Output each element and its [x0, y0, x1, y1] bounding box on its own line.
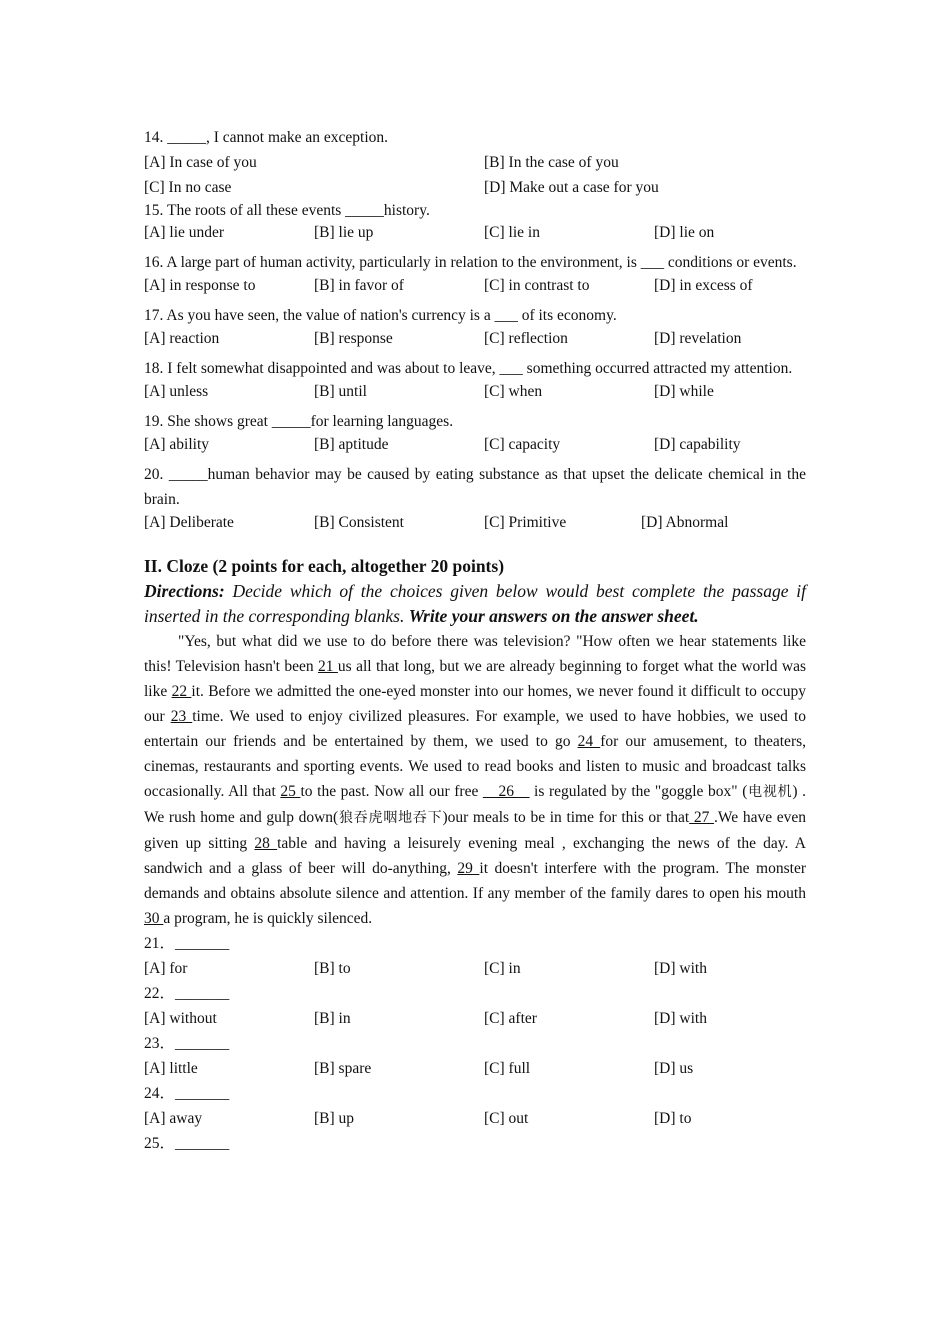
option-b: [B] Consistent — [314, 514, 404, 531]
passage-text: us all that long, but we are already beginning to forget what the world was like — [144, 658, 806, 700]
option-b: [B] until — [314, 383, 367, 400]
question-15-stem: 15. The roots of all these events _____history. — [144, 202, 430, 219]
option-c: [C] after — [484, 1010, 537, 1027]
question-16-options — [144, 275, 806, 297]
option-b: [B] response — [314, 330, 393, 347]
option-a: [A] little — [144, 1060, 198, 1077]
option-c: [C] lie in — [484, 224, 540, 241]
option-a: [A] Deliberate — [144, 514, 234, 531]
passage-text: for our amusement, to theaters, cinemas, restaurants and sporting events. We used to read books and listen to music and broadcast talks occasionally. All that — [144, 733, 807, 800]
option-a: [A] for — [144, 960, 188, 977]
cloze-item-24-label: 24．_______ — [144, 1085, 230, 1102]
option-b: [B] to — [314, 960, 351, 977]
passage-text: )our meals to be in time for this or that — [442, 809, 690, 826]
passage-text: it doesn't interfere with the program. The monster demands and obtains absolute silence and attention. If any member of the family dares to open his mouth — [144, 860, 806, 902]
question-14-stem: 14. _____, I cannot make an exception. — [144, 129, 389, 146]
option-c: [C] full — [484, 1060, 531, 1077]
exam-page — [144, 125, 806, 1156]
question-14-options-row2 — [144, 175, 806, 200]
option-d: [D] with — [654, 960, 707, 977]
question-18-stem: 18. I felt somewhat disappointed and was about to leave, ___ something occurred attracted my attention. — [144, 360, 793, 377]
option-c: [C] capacity — [484, 436, 561, 453]
cloze-item-25-label: 25．_______ — [144, 1135, 230, 1152]
option-d: [D] capability — [654, 436, 741, 453]
option-c: [C] reflection — [484, 330, 568, 347]
option-b: [B] In the case of you — [484, 154, 619, 171]
passage-text: it. Before we admitted the one-eyed monster into our homes, we never found it difficult to occupy our — [144, 683, 806, 725]
cloze-item-22-label: 22．_______ — [144, 985, 230, 1002]
option-d: [D] lie on — [654, 224, 715, 241]
option-b: [B] in — [314, 1010, 351, 1027]
option-a: [A] away — [144, 1110, 203, 1127]
cloze-item-24-options — [144, 1106, 806, 1131]
blank-22: 22 — [171, 683, 192, 700]
option-a: [A] ability — [144, 436, 209, 453]
passage-text: ) . We rush home and gulp down( — [144, 783, 806, 826]
option-c: [C] in contrast to — [484, 277, 590, 294]
blank-24: 24 — [577, 733, 601, 750]
option-c: [C] In no case — [144, 179, 232, 196]
passage-text: .We have even given up sitting — [144, 809, 807, 852]
option-d: [D] to — [654, 1110, 692, 1127]
option-d: [D] Make out a case for you — [484, 179, 659, 196]
option-d: [D] with — [654, 1010, 707, 1027]
directions-text: Decide which of the choices given below would best complete the passage if inserted in the corresponding blanks. — [144, 581, 806, 626]
cloze-item-23-options — [144, 1056, 806, 1081]
passage-text: time. We used to enjoy civilized pleasures. For example, we used to have hobbies, we used to entertain our friends and be entertained by them, we used to go — [144, 708, 806, 750]
option-b: [B] aptitude — [314, 436, 389, 453]
chinese-gloss-gulp: 狼吞虎咽地吞下 — [338, 810, 443, 826]
option-c: [C] out — [484, 1110, 529, 1127]
question-15-options — [144, 222, 806, 244]
question-19-options — [144, 434, 806, 456]
cloze-passage — [144, 629, 806, 931]
passage-text: "Yes, but what did we use to do before there was television? "How often we hear statements like this! Television hasn't been — [144, 633, 806, 675]
question-19-stem: 19. She shows great _____for learning languages. — [144, 413, 454, 430]
option-b: [B] in favor of — [314, 277, 404, 294]
blank-21: 21 — [318, 658, 338, 675]
option-b: [B] lie up — [314, 224, 374, 241]
blank-25: 25 — [280, 783, 301, 800]
question-14-options-row1 — [144, 150, 806, 175]
option-a: [A] reaction — [144, 330, 220, 347]
chinese-gloss-tv: 电视机 — [747, 784, 793, 800]
section-heading: II. Cloze (2 points for each, altogether 20 points) — [144, 556, 505, 576]
option-d: [D] while — [654, 383, 714, 400]
blank-27: 27 — [689, 809, 715, 826]
blank-26: __26__ — [482, 783, 530, 800]
option-a: [A] in response to — [144, 277, 256, 294]
blank-30: 30 — [144, 910, 164, 927]
question-18-options — [144, 381, 806, 403]
question-16-stem: 16. A large part of human activity, particularly in relation to the environment, is ___ conditions or events. — [144, 254, 797, 271]
option-d: [D] revelation — [654, 330, 742, 347]
cloze-item-21-options — [144, 956, 806, 981]
option-a: [A] lie under — [144, 224, 225, 241]
cloze-item-22-options — [144, 1006, 806, 1031]
question-20-options — [144, 512, 806, 534]
option-a: [A] unless — [144, 383, 209, 400]
passage-text: is regulated by the "goggle box" ( — [529, 783, 748, 800]
directions-bold: Write your answers on the answer sheet. — [408, 606, 699, 626]
passage-text: a program, he is quickly silenced. — [163, 910, 373, 927]
option-c: [C] in — [484, 960, 521, 977]
option-c: [C] when — [484, 383, 543, 400]
passage-text: table and having a leisurely evening meal , exchanging the news of the day. A sandwich and a glass of beer will do-anything, — [144, 835, 806, 877]
option-b: [B] spare — [314, 1060, 372, 1077]
option-d: [D] us — [654, 1060, 694, 1077]
question-20-stem: 20. _____human behavior may be caused by eating substance as that upset the delicate chemical in the brain. — [144, 466, 806, 508]
option-a: [A] without — [144, 1010, 217, 1027]
option-b: [B] up — [314, 1110, 355, 1127]
blank-29: 29 — [457, 860, 480, 877]
blank-28: 28 — [254, 835, 278, 852]
question-17-options — [144, 328, 806, 350]
option-d: [D] in excess of — [654, 277, 753, 294]
option-d: [D] Abnormal — [641, 514, 729, 531]
question-17-stem: 17. As you have seen, the value of nation's currency is a ___ of its economy. — [144, 307, 617, 324]
blank-23: 23 — [170, 708, 193, 725]
cloze-item-21-label: 21．_______ — [144, 935, 230, 952]
option-a: [A] In case of you — [144, 154, 257, 171]
passage-text: to the past. Now all our free — [300, 783, 483, 800]
cloze-item-23-label: 23．_______ — [144, 1035, 230, 1052]
directions-label: Directions: — [144, 581, 225, 601]
section-directions — [144, 579, 806, 629]
option-c: [C] Primitive — [484, 514, 567, 531]
